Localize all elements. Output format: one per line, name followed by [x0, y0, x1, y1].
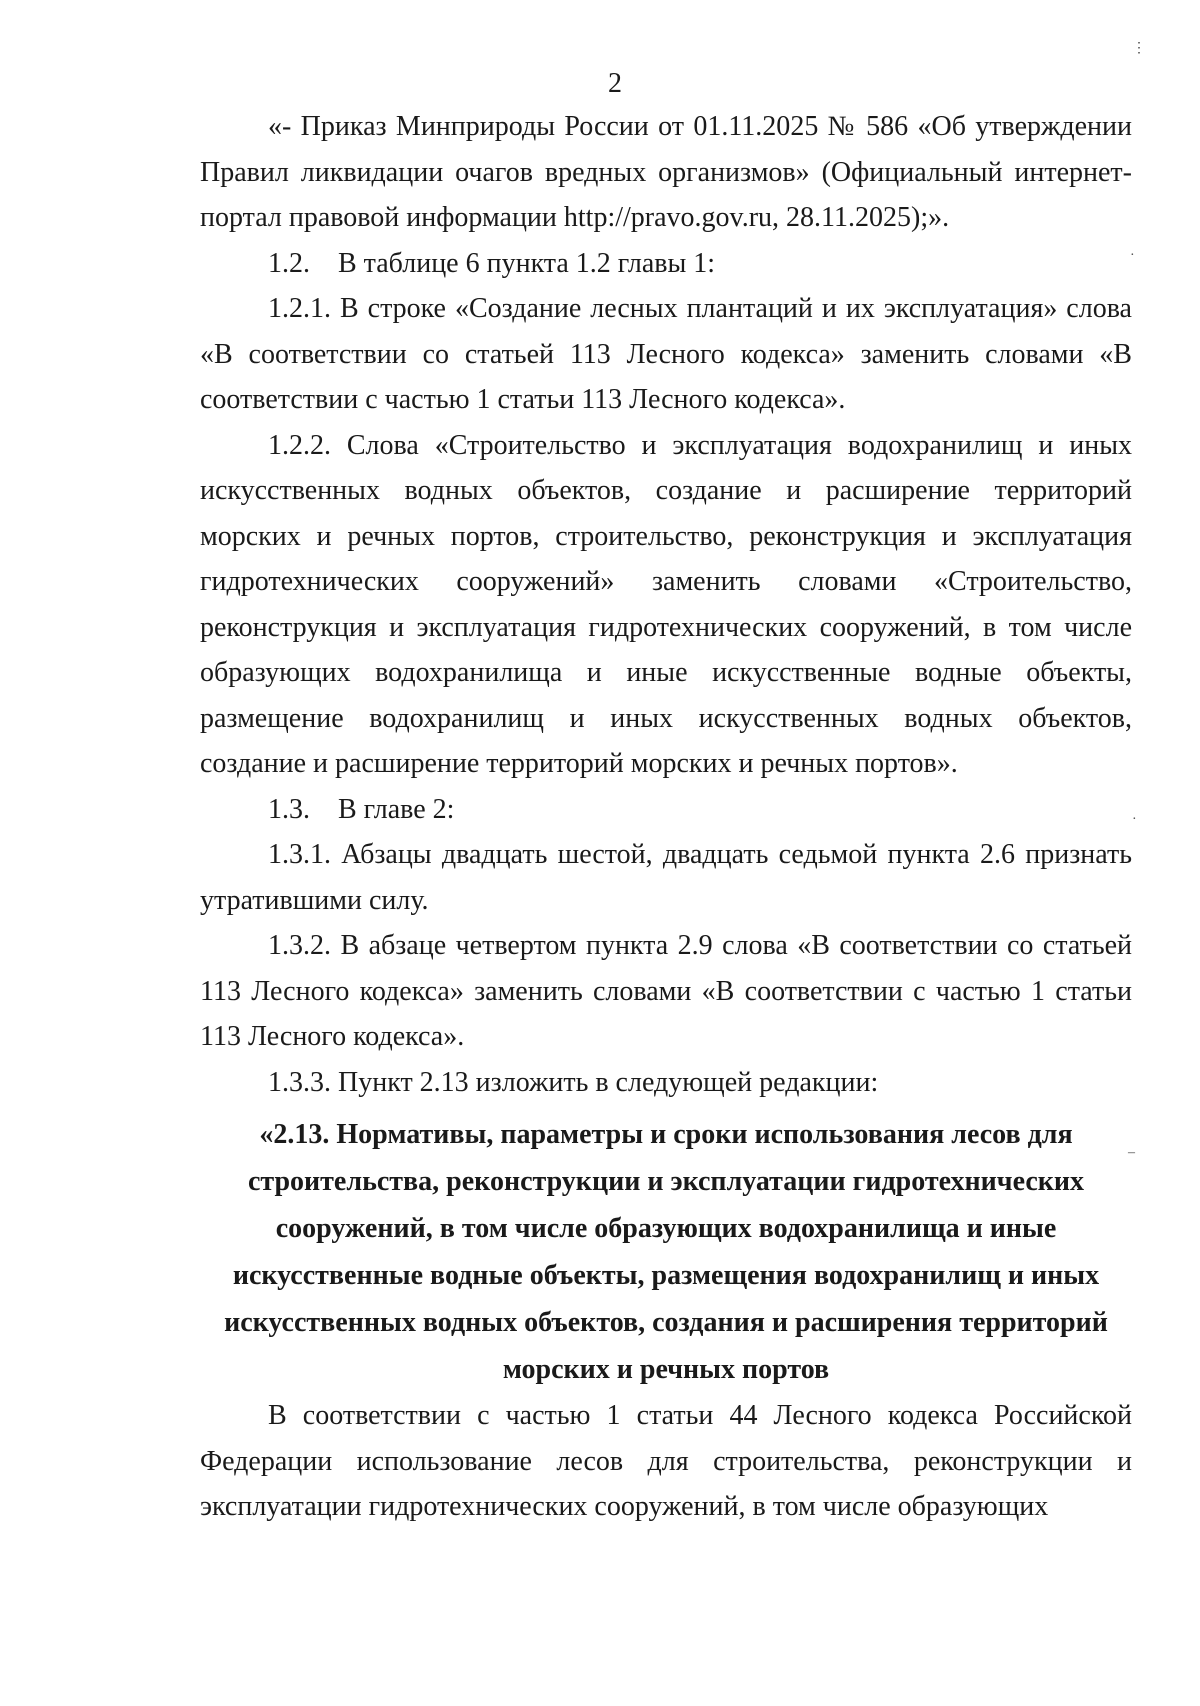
scan-speck: ⋮	[1132, 41, 1146, 56]
paragraph-1-3-1: 1.3.1. Абзацы двадцать шестой, двадцать седьмой пункта 2.6 признать утратившими силу.	[200, 839, 1132, 916]
paragraph-1-2-2: 1.2.2. Слова «Строительство и эксплуатация водохранилищ и иных искусственных водных объектов, создание и расширение территорий морских и речных портов, строительство, реконструкция и эксплуатация гидротехнических сооружений» заменить словами «Строительство, реконструкция и эксплуатация гидротехнических сооружений, в том числе образующих водохранилища и иные искусственные водные объекты, размещение водохранилищ и иных искусственных водных объектов, создание и расширение территорий морских и речных портов».	[200, 429, 1132, 779]
paragraph-1-3-3: 1.3.3. Пункт 2.13 изложить в следующей редакции:	[268, 1066, 879, 1098]
paragraph-1-2	[200, 241, 1132, 287]
document-body	[200, 104, 1132, 1530]
scan-speck: –	[1128, 1145, 1135, 1160]
paragraph-1-2-1: 1.2.1. В строке «Создание лесных плантаций и их эксплуатация» слова «В соответствии со статьей 113 Лесного кодекса» заменить словами «В соответствии с частью 1 статьи 113 Лесного кодекса».	[200, 293, 1132, 415]
clause-number: 1.3.	[268, 793, 310, 825]
paragraph-1-3-2: 1.3.2. В абзаце четвертом пункта 2.9 слова «В соответствии со статьей 113 Лесного кодекса» заменить словами «В соответствии с частью 1 статьи 113 Лесного кодекса».	[200, 930, 1132, 1052]
clause-number: 1.2.	[268, 247, 310, 279]
scan-speck: ·	[1132, 812, 1137, 827]
paragraph-1-3	[200, 787, 1132, 833]
clause-text: В таблице 6 пункта 1.2 главы 1:	[338, 247, 716, 279]
scan-speck: ·	[1130, 248, 1135, 263]
section-heading-2-13: «2.13. Нормативы, параметры и сроки использования лесов для строительства, реконструкции и эксплуатации гидротехнических сооружений, в том числе образующих водохранилища и иные искусственные водные объекты, размещения водохранилищ и иных искусственных водных объектов, создания и расширения территорий морских и речных портов	[224, 1119, 1108, 1385]
clause-text: В главе 2:	[338, 793, 455, 825]
paragraph-order-reference: «- Приказ Минприроды России от 01.11.2025 № 586 «Об утверждении Правил ликвидации очагов вредных организмов» (Официальный интернет-портал правовой информации http://pravo.gov.ru, 28.11.2025);».	[200, 111, 1132, 233]
page-number: 2	[608, 68, 622, 99]
paragraph-article-44: В соответствии с частью 1 статьи 44 Лесного кодекса Российской Федерации использование лесов для строительства, реконструкции и эксплуатации гидротехнических сооружений, в том числе образующих	[200, 1400, 1132, 1522]
